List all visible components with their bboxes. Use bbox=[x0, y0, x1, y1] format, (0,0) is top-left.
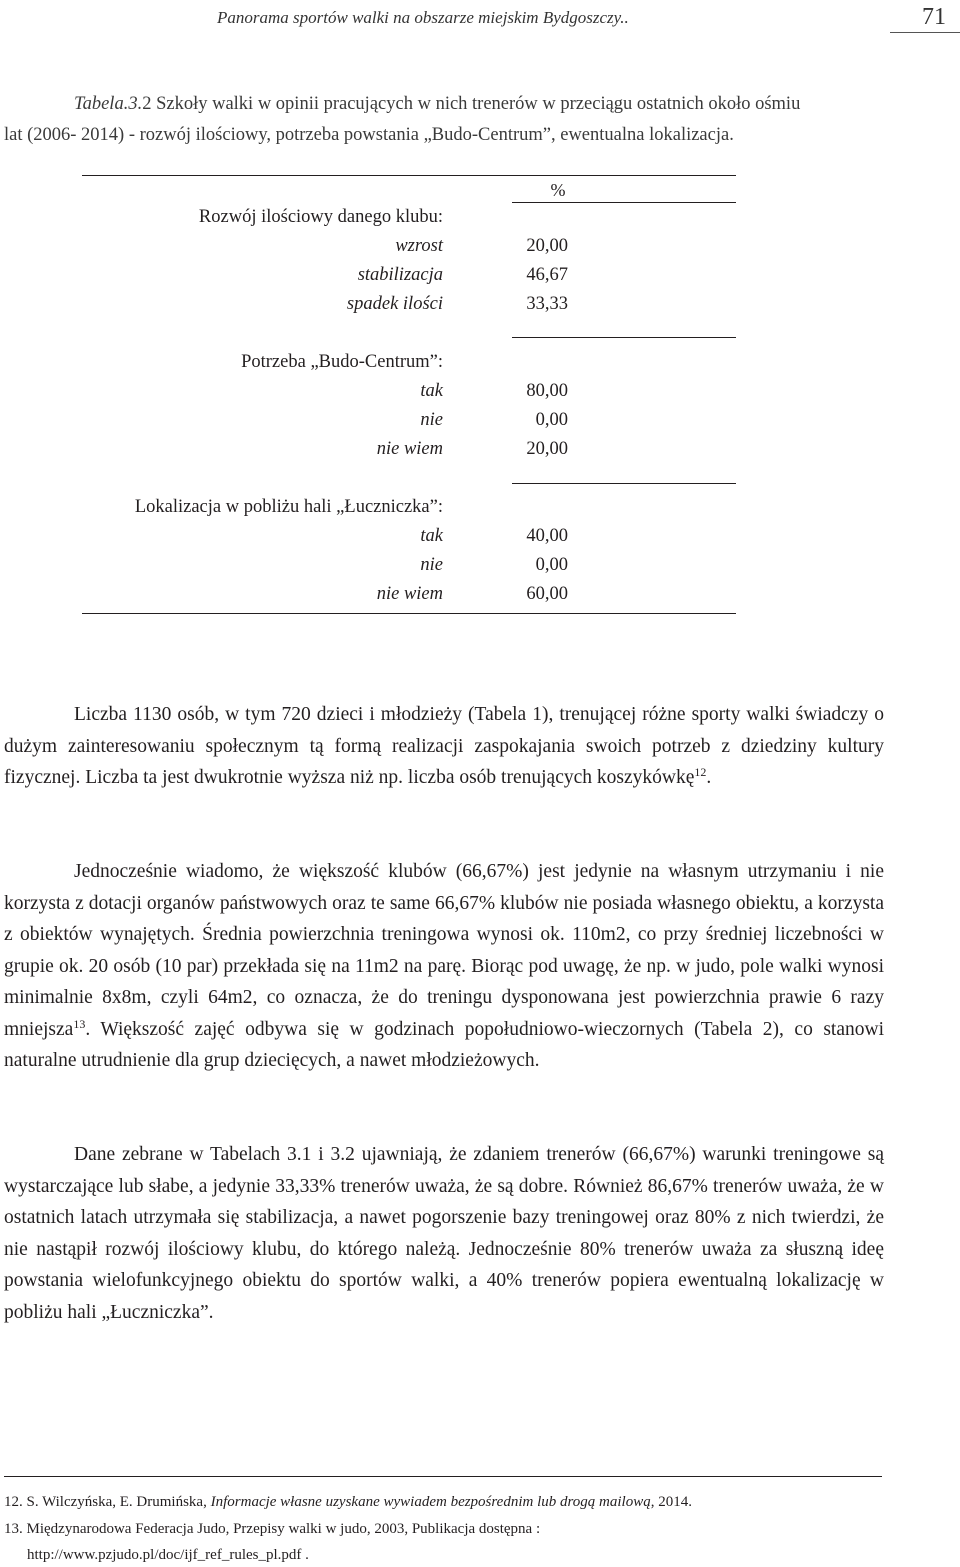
paragraph-3: Dane zebrane w Tabelach 3.1 i 3.2 ujawniają, że zdaniem trenerów (66,67%) warunki treningowe są wystarczające lub słabe, a jedynie 33,33% trenerów uważa, że są dobre. Również 86,67% trenerów uważa, że w ostatnich latach utrzymała się stabilizacja, a nawet pogorszenie bazy treningowej oraz 80% z nich twierdzi, że nie nastąpił rozwój ilościowy klubu, do którego należą. Jednocześnie 80% trenerów uważa za słuszną ideę powstania wielofunkcyjnego obiektu do sportów walki, a 40% trenerów popiera ewentualną lokalizację w pobliżu hali „Łuczniczka”. bbox=[4, 1144, 884, 1323]
table-section-title: Rozwój ilościowy danego klubu: bbox=[198, 207, 443, 227]
footnote-ref-13: 13 bbox=[73, 1016, 86, 1031]
table-row: nie wiem 20,00 bbox=[376, 439, 568, 459]
table-row: stabilizacja 46,67 bbox=[357, 265, 568, 285]
table-row: tak 80,00 bbox=[420, 381, 568, 401]
footnote-rule bbox=[4, 1476, 882, 1477]
table-section-rule bbox=[512, 483, 736, 484]
table-unit-header: % bbox=[550, 180, 566, 200]
header-rule bbox=[890, 32, 960, 33]
table-caption-label: Tabela.3. bbox=[74, 94, 143, 114]
table-caption bbox=[4, 89, 884, 151]
table-section-title: Lokalizacja w pobliżu hali „Łuczniczka”: bbox=[134, 497, 443, 517]
page-number: 71 bbox=[922, 4, 946, 30]
table-caption-line2: lat (2006- 2014) - rozwój ilościowy, potrzeba powstania „Budo-Centrum”, ewentualna lokalizacja. bbox=[4, 125, 734, 145]
footnote-12: 12. S. Wilczyńska, E. Drumińska, Informacje własne uzyskane wywiadem bezpośrednim lub drogą mailową, 2014. bbox=[4, 1494, 692, 1510]
footnote-13-url[interactable]: http://www.pzjudo.pl/doc/ijf_ref_rules_pl.pdf . bbox=[27, 1547, 309, 1563]
running-header bbox=[0, 0, 960, 40]
table-caption-line1: 2 Szkoły walki w opinii pracujących w nich trenerów w przeciągu ostatnich około ośmiu bbox=[142, 94, 801, 114]
paragraph-1: Liczba 1130 osób, w tym 720 dzieci i młodzieży (Tabela 1), trenującej różne sporty walki świadczy o dużym zainteresowaniu społecznym tą formą realizacji zaspokajania swoich potrzeb z dziedziny kultury fizycznej. Liczba ta jest dwukrotnie wyższa niż np. liczba osób trenujących koszykówkę$^{12}$. bbox=[4, 704, 884, 788]
footnote-13: 13. Międzynarodowa Federacja Judo, Przepisy walki w judo, 2003, Publikacja dostępna : bbox=[4, 1521, 541, 1537]
paragraph-2: Jednocześnie wiadomo, że większość klubów (66,67%) jest jedynie na własnym utrzymaniu i nie korzysta z dotacji organów państwowych oraz te same 66,67% klubów nie posiada własnego obiektu, a korzysta z obiektów wynajętych. Średnia powierzchnia treningowa wynosi ok. 110m2, co przy średniej liczebności w grupie ok. 20 osób (10 par) przekłada się na 11m2 na parę. Biorąc pod uwagę, że np. w judo, pole walki wynosi minimalnie 8x8m, czyli 64m2, co oznacza, że do treningu dysponowana jest powierzchnia prawie 6 razy mniejsza$^{13}$. Większość zajęć odbywa się w godzinach popołudniowo-wieczornych (Tabela 2), co stanowi naturalne utrudnienie dla grup dziecięcych, a nawet młodzieżowych. bbox=[4, 861, 884, 1071]
running-title: Panorama sportów walki na obszarze miejskim Bydgoszczy.. bbox=[217, 8, 629, 27]
table-row: tak 40,00 bbox=[420, 526, 568, 546]
table-section-title: Potrzeba „Budo-Centrum”: bbox=[241, 352, 443, 372]
table-row: nie 0,00 bbox=[420, 410, 568, 430]
table-row: nie 0,00 bbox=[420, 555, 568, 575]
table-section-rule bbox=[512, 337, 736, 338]
table-row: wzrost 20,00 bbox=[395, 236, 568, 256]
table-top-rule bbox=[82, 175, 736, 176]
table-bottom-rule bbox=[82, 613, 736, 614]
table-row: nie wiem 60,00 bbox=[376, 584, 568, 604]
footnote-ref-12: 12 bbox=[694, 765, 707, 779]
table-header-rule bbox=[512, 202, 736, 203]
table-row: spadek ilości 33,33 bbox=[346, 294, 568, 314]
